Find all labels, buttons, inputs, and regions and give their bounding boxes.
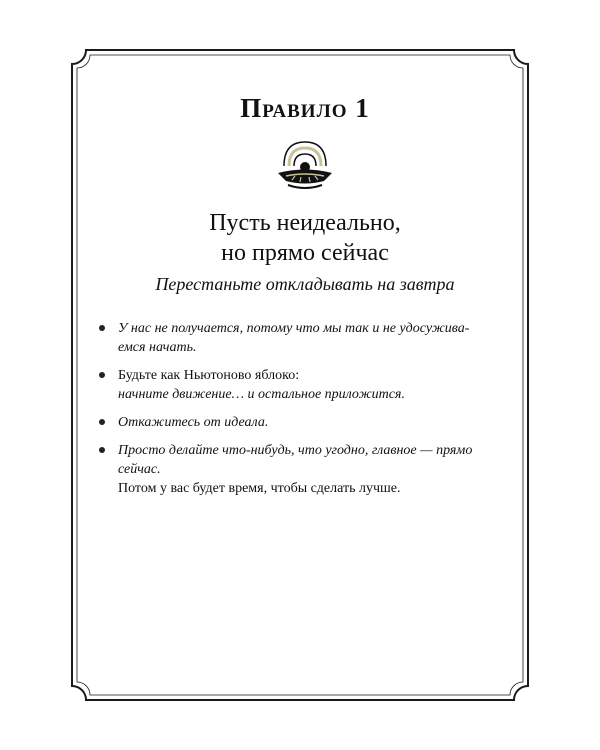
item-text-line: начните движение… и остальное приложится. [118, 387, 405, 402]
bullet-icon [99, 372, 105, 378]
rule-card [95, 92, 515, 507]
list-item [95, 366, 515, 404]
rule-heading [95, 208, 515, 268]
heading-line-1: Пусть неидеально, [209, 210, 401, 236]
item-text-line: Просто делайте что-нибудь, что угодно, главное — прямо [118, 443, 473, 458]
pearl-in-shell-icon [270, 136, 340, 196]
list-item [95, 413, 515, 432]
list-item [95, 441, 515, 498]
item-text-line: Потом у вас будет время, чтобы сделать лучше. [118, 481, 401, 496]
list-item [95, 319, 515, 357]
bullet-icon [99, 325, 105, 331]
item-text-line: сейчас. [118, 462, 161, 477]
item-text-line: У нас не получается, потому что мы так и не удосужива- [118, 321, 470, 336]
rule-subtitle: Перестаньте откладывать на завтра [155, 274, 455, 294]
item-text-line: Будьте как Ньютоново яблоко: [118, 368, 300, 383]
rule-points-list [95, 319, 515, 498]
item-text-line: емся начать. [118, 340, 197, 355]
rule-title: Правило 1 [240, 93, 370, 123]
bullet-icon [99, 419, 105, 425]
bullet-icon [99, 447, 105, 453]
item-text-line: Откажитесь от идеала. [118, 415, 269, 430]
heading-line-2: но прямо сейчас [221, 240, 389, 266]
